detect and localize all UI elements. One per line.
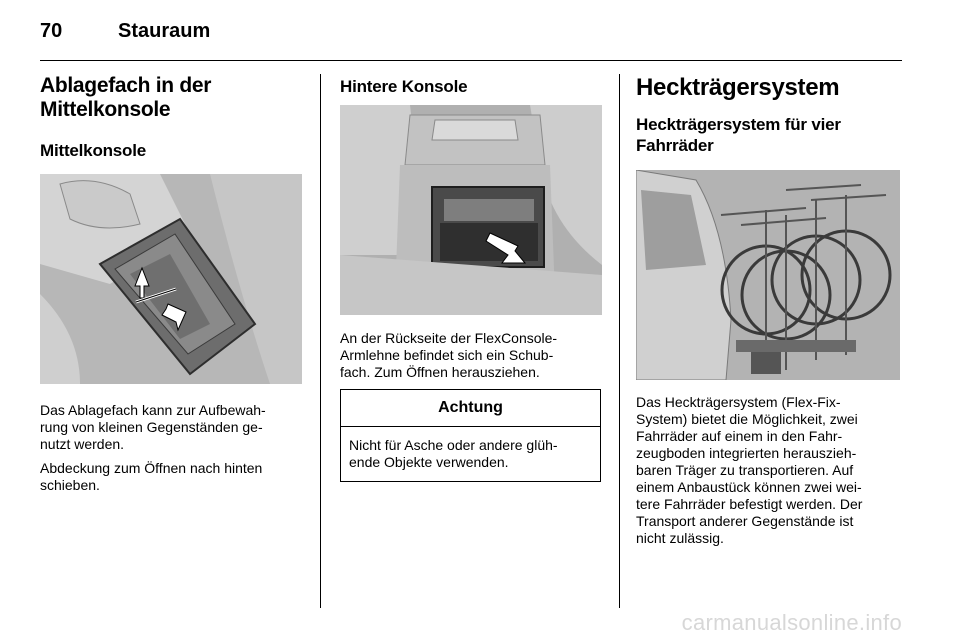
subheading-four-bikes: Heckträgersystem für vier Fahrräder: [636, 115, 841, 155]
page-number: 70: [40, 20, 63, 42]
para-storage-use: Das Ablagefach kann zur Aufbewah- rung von kleinen Gegenständen ge- nutzt werden.: [40, 402, 266, 452]
watermark: carmanualsonline.info: [681, 610, 902, 635]
rear-console-illustration: [340, 105, 602, 315]
heading-bike-carrier: Heckträgersystem: [636, 74, 840, 101]
para-open-cover: Abdeckung zum Öffnen nach hinten schieben.: [40, 460, 263, 493]
heading-storage-center-console: Ablagefach in der Mittelkonsole: [40, 74, 212, 121]
page-header: [40, 20, 902, 61]
section-title: Stauraum: [118, 20, 211, 42]
column-divider-1: [320, 74, 321, 608]
figure-center-console: [40, 174, 302, 384]
para-bike-carrier: Das Heckträgersystem (Flex-Fix- System) bietet die Möglichkeit, zwei Fahrräder auf einem in den Fahr- zeugboden integrierten herauszieh- baren Träger zu transportieren. Auf einem Anbaustück können zwei wei- tere Fahrräder befestigt werden. Der Transport anderer Gegenstände ist nicht zulässig.: [636, 394, 863, 546]
bike-carrier-illustration: [636, 170, 900, 380]
notice-title: Achtung: [341, 390, 600, 427]
figure-bike-carrier: [636, 170, 900, 380]
column-divider-2: [619, 74, 620, 608]
figure-rear-console: [340, 105, 602, 315]
para-drawer: An der Rückseite der FlexConsole- Armlehne befindet sich ein Schub- fach. Zum Öffnen herausziehen.: [340, 330, 558, 380]
heading-rear-console: Hintere Konsole: [340, 77, 468, 96]
column-bike-carrier: [636, 74, 902, 547]
center-console-illustration: [40, 174, 302, 384]
notice-box: [340, 389, 601, 482]
subheading-center-console: Mittelkonsole: [40, 141, 147, 160]
column-rear-console: [340, 74, 602, 482]
notice-body: Nicht für Asche oder andere glüh- ende Objekte verwenden.: [349, 437, 558, 470]
column-center-console: [40, 74, 302, 494]
